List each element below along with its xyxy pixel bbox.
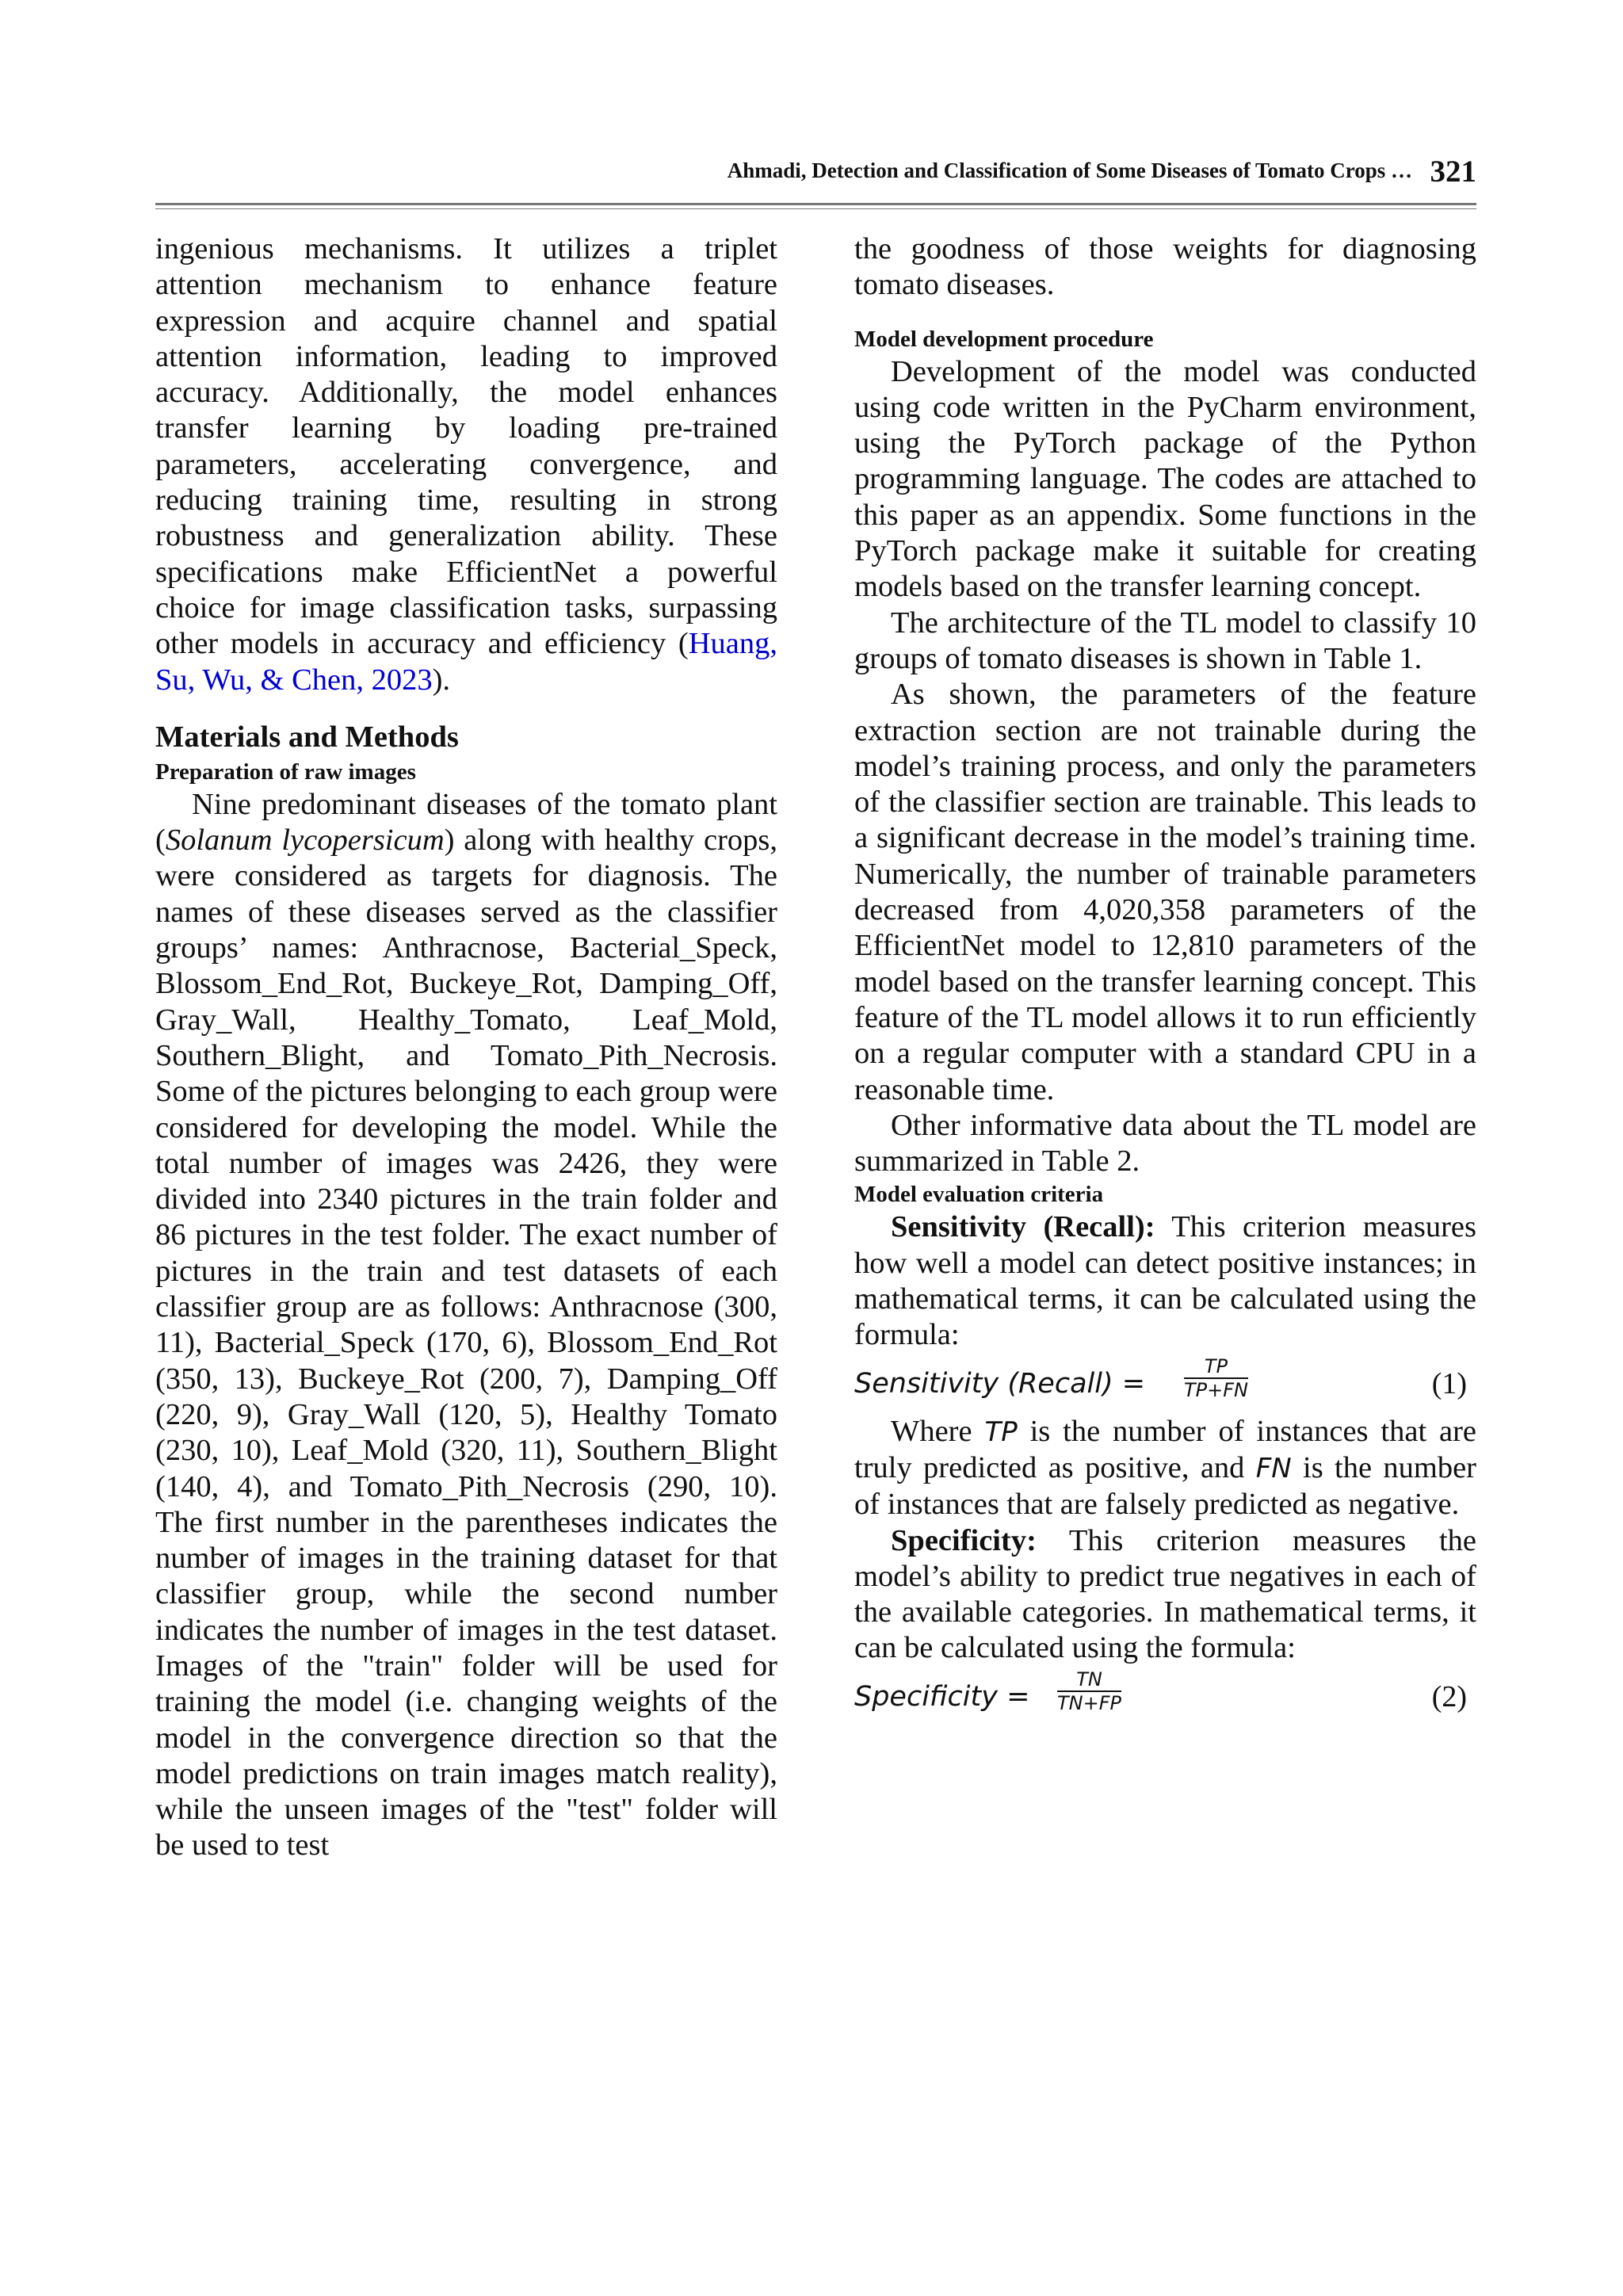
paragraph-efficientnet (155, 231, 777, 698)
paragraph-development: Development of the model was conducted using code written in the PyCharm environment, using the PyTorch package of the Python programming language. The codes are attached to this paper as an appendix. Some functions in the PyTorch package make it suitable for creating models based on the transfer learning concept. (854, 354, 1476, 604)
paragraph-text: This criterion measures how well a model can detect positive instances; in mathematical terms, it can be calculated using the formula: (854, 1210, 1476, 1352)
paragraph-raw-images (155, 787, 777, 1864)
fraction-denominator: TP+FN (1184, 1378, 1248, 1401)
subheading-evaluation-criteria: Model evaluation criteria (854, 1182, 1104, 1208)
paragraph-continuation: the goodness of those weights for diagnosing tomato diseases. (854, 232, 1476, 302)
paragraph-text: Nine predominant diseases of the tomato plant ( (155, 787, 777, 858)
fraction-denominator: TN+FP (1057, 1691, 1121, 1714)
equation-lhs: Sensitivity (Recall) = (854, 1367, 1146, 1400)
paragraph-text: ingenious mechanisms. It utilizes a triplet attention mechanism to enhance feature expression and acquire channel and spatial attention information, leading to improved accuracy. Additionally, the model enhances transfer learning by loading pre-trained parameters, accelerating convergence, and reducing training time, resulting in strong robustness and generalization ability. These specifications make EfficientNet a powerful choice for image classification tasks, surpassing other models in accuracy and efficiency ( (155, 232, 777, 661)
paragraph-sensitivity (854, 1209, 1476, 1353)
right-column (854, 231, 1476, 1727)
sensitivity-label: Sensitivity (Recall): (891, 1210, 1155, 1244)
equation-sensitivity (854, 1355, 1476, 1409)
paragraph-text: Where (891, 1414, 985, 1448)
specificity-label: Specificity: (891, 1523, 1037, 1557)
running-title: Ahmadi, Detection and Classification of Some Diseases of Tomato Crops … (727, 159, 1412, 182)
equation-fraction (1184, 1355, 1248, 1401)
paragraph-architecture: The architecture of the TL model to classify 10 groups of tomato diseases is shown in Table 1. (854, 606, 1476, 675)
equation-lhs: Specificity = (854, 1680, 1030, 1713)
subheading-raw-images: Preparation of raw images (155, 758, 416, 785)
paragraph-where (854, 1414, 1476, 1523)
paragraph-text: is the number of instances that are truly predicted as positive, and (854, 1414, 1476, 1484)
fraction-numerator: TP (1204, 1354, 1228, 1377)
equation-specificity (854, 1668, 1476, 1722)
paragraph-specificity (854, 1523, 1476, 1667)
math-symbol: FN (1255, 1452, 1292, 1484)
equation-number: (2) (1431, 1679, 1467, 1713)
fraction-numerator: TN (1076, 1668, 1102, 1690)
paragraph-text: ) along with healthy crops, were considered as targets for diagnosis. The names of these diseases served as the classifier groups’ names: Anthracnose, Bacterial_Speck, Blossom_End_Rot, Buckeye_Rot, Damping_Off, Gray_Wall, Healthy_Tomato, Leaf_Mold, Southern_Blight, and Tomato_Pith_Necrosis. Some of the pictures belonging to each group were considered for developing the model. While the total number of images was 2426, they were divided into 2340 pictures in the train folder and 86 pictures in the test folder. The exact number of pictures in the train and test datasets of each classifier group are as follows: Anthracnose (300, 11), Bacterial_Speck (170, 6), Blossom_End_Rot (350, 13), Buckeye_Rot (200, 7), Damping_Off (220, 9), Gray_Wall (120, 5), Healthy Tomato (230, 10), Leaf_Mold (320, 11), Southern_Blight (140, 4), and Tomato_Pith_Necrosis (290, 10). The first number in the parentheses indicates the number of images in the training dataset for that classifier group, while the second number indicates the number of images in the test dataset. Images of the "train" folder will be used for training the model (i.e. changing weights of the model in the convergence direction so that the model predictions on train images match reality), while the unseen images of the "test" folder will be used to test (155, 823, 778, 1862)
paragraph-other-data: Other informative data about the TL model are summarized in Table 2. (854, 1108, 1476, 1179)
header-rule (155, 203, 1476, 209)
paragraph-text: ). (432, 663, 451, 697)
subheading-model-development: Model development procedure (854, 326, 1154, 352)
citation-link[interactable]: Huang, Su, Wu, & Chen, 2023 (155, 627, 777, 697)
section-heading: Materials and Methods (155, 720, 459, 754)
math-symbol: TP (984, 1415, 1018, 1448)
paragraph-text: This criterion measures the model’s ability to predict true negatives in each of the available categories. In mathematical terms, it can be calculated using the formula: (854, 1523, 1476, 1665)
equation-number: (1) (1431, 1366, 1467, 1400)
left-column (155, 231, 777, 1864)
paragraph-parameters: As shown, the parameters of the feature extraction section are not trainable during the model’s training process, and only the parameters of the classifier section are trainable. This leads to a significant decrease in the model’s training time. Numerically, the number of trainable parameters decreased from 4,020,358 parameters of the EfficientNet model to 12,810 parameters of the model based on the transfer learning concept. This feature of the TL model allows it to run efficiently on a regular computer with a standard CPU in a reasonable time. (854, 678, 1476, 1106)
paragraph-text: is the number of instances that are falsely predicted as negative. (854, 1450, 1476, 1522)
page-number: 321 (1430, 155, 1476, 189)
species-name: Solanum lycopersicum (165, 823, 445, 858)
equation-fraction (1057, 1668, 1121, 1714)
